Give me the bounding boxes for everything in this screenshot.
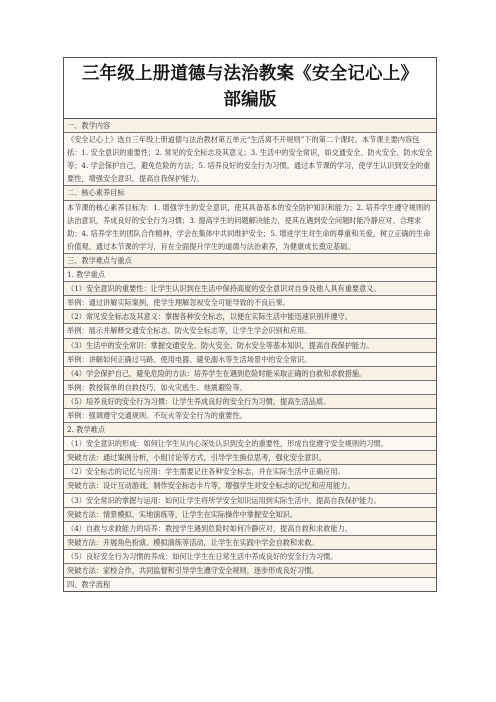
difficulty-item: （4）自救与求救能力的培养：教授学生遇到危险时如何冷静应对，提高自救和求救能力。 bbox=[64, 522, 436, 536]
example-line: 举例：展示并解释交通安全标志、防火安全标志等，让学生学会识别和应用。 bbox=[64, 324, 436, 338]
solution-line: 突破方法：开展角色扮演、模拟演练等活动，让学生在实践中学会自救和求救。 bbox=[64, 536, 436, 550]
focus-item: （5）培养良好的安全行为习惯：让学生养成良好的安全行为习惯，提高生活品质。 bbox=[64, 395, 436, 409]
document-table bbox=[63, 57, 437, 592]
example-line: 举例：讲解如何正确过马路、使用电器、避免溺水等生活场景中的安全常识。 bbox=[64, 353, 436, 367]
difficulty-item: （1）安全意识的形成：如何让学生从内心深处认识到安全的重要性，形成自觉遵守安全规则的习惯。 bbox=[64, 437, 436, 451]
example-line: 举例：强调遵守交通规则、不玩火等安全行为的重要性。 bbox=[64, 409, 436, 423]
solution-line: 突破方法：家校合作，共同监督和引导学生遵守安全规则，逐步形成良好习惯。 bbox=[64, 564, 436, 578]
document-title: 三年级上册道德与法治教案《安全记心上》 bbox=[81, 64, 419, 84]
section-heading-process: 四、教学流程 bbox=[64, 578, 436, 591]
example-line: 举例：通过讲解实际案例，使学生理解忽视安全可能导致的不良后果。 bbox=[64, 296, 436, 310]
focus-item: （1）安全意识的重要性：让学生认识到在生活中保持高度的安全意识对自身及他人具有重要意义。 bbox=[64, 282, 436, 296]
difficulty-item: （3）安全常识的掌握与运用：如何让学生将所学安全知识运用到实际生活中，提高自我保护能力。 bbox=[64, 494, 436, 508]
goals-paragraph: 本节课的核心素养目标为：1. 增强学生的安全意识，使其具备基本的安全防护知识和能力；2. 培养学生遵守规则的法治意识，养成良好的安全行为习惯；3. 提高学生的问题解决能力，使其在遇到安全问题时能冷静应对、合理求助；4. 培养学生的团队合作精神，学会在集体中共同维护安全；5. 增进学生对生命的尊重和关爱，树立正确的生命价值观。通过本节课的学习，旨在全面提升学生的道德与法治素养，为健康成长奠定基础。 bbox=[64, 201, 436, 254]
subheading-difficulty: 2. 教学难点 bbox=[64, 423, 436, 437]
document-subtitle: 部编版 bbox=[223, 90, 277, 110]
focus-item: （3）生活中的安全常识：掌握交通安全、防火安全、防水安全等基本知识，提高自我保护能力。 bbox=[64, 339, 436, 353]
solution-line: 突破方法：通过案例分析，小组讨论等方式，引导学生换位思考，强化安全意识。 bbox=[64, 451, 436, 465]
title-cell bbox=[64, 58, 436, 119]
section-heading-key-points: 三、教学难点与重点 bbox=[64, 254, 436, 268]
section-heading-content: 一、教学内容 bbox=[64, 119, 436, 133]
content-paragraph: 《安全记心上》选自三年级上册道德与法治教材第五单元“生活离不开规则”下的第二个课时。本节课主要内容包括：1. 安全意识的重要性；2. 常见的安全标志及其意义；3. 生活中的安全常识，如交通安全、防火安全、防水安全等；4. 学会保护自己，避免危险的方法；5. 培养良好的安全行为习惯。通过本节课的学习，使学生认识到安全的重要性，增强安全意识，提高自我保护能力。 bbox=[64, 133, 436, 186]
section-heading-goals: 二、核心素养目标 bbox=[64, 186, 436, 200]
solution-line: 突破方法：设计互动游戏、制作安全标志卡片等，增强学生对安全标志的记忆和应用能力。 bbox=[64, 479, 436, 493]
difficulty-item: （2）安全标志的记忆与应用：学生需要记住各种安全标志，并在实际生活中正确应用。 bbox=[64, 465, 436, 479]
subheading-focus: 1. 教学重点 bbox=[64, 268, 436, 282]
focus-item: （4）学会保护自己，避免危险的方法：培养学生在遇到危险时能采取正确的自救和求救措施。 bbox=[64, 367, 436, 381]
focus-item: （2）常见安全标志及其意义：掌握各种安全标志，以便在实际生活中能迅速识别并遵守。 bbox=[64, 310, 436, 324]
solution-line: 突破方法：情景模拟、实地演练等，让学生在实际操作中掌握安全知识。 bbox=[64, 508, 436, 522]
difficulty-item: （5）良好安全行为习惯的养成：如何让学生在日常生活中养成良好的安全行为习惯。 bbox=[64, 550, 436, 564]
example-line: 举例：教授简单的自救技巧，如火灾逃生、地震避险等。 bbox=[64, 381, 436, 395]
